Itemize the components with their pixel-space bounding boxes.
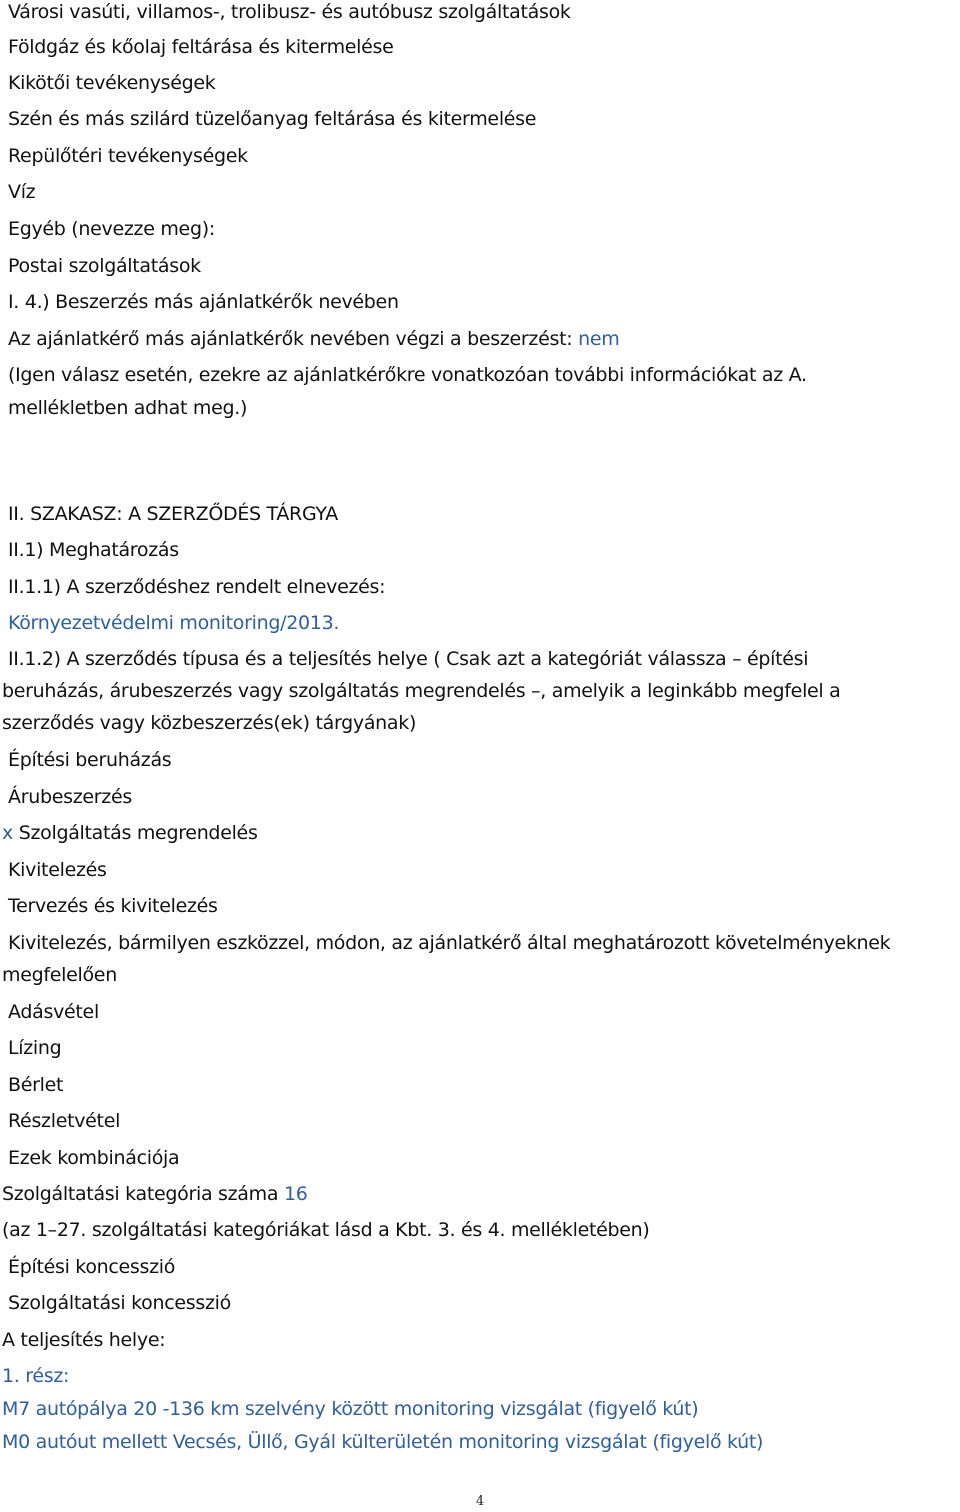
i4-question-line [8,327,619,351]
type-option: Tervezés és kivitelezés [8,895,218,917]
section-ii-heading: II. SZAKASZ: A SZERZŐDÉS TÁRGYA [8,503,338,525]
ii12-text-line: beruházás, árubeszerzés vagy szolgáltatás megrendelés –, amelyik a leginkább megfelel a [2,680,841,702]
type-option: Részletvétel [8,1110,121,1132]
concession-option: Szolgáltatási koncesszió [8,1292,231,1314]
concession-option: Építési koncesszió [8,1256,176,1278]
ii1-heading: II.1) Meghatározás [8,539,179,561]
i4-note-line: (Igen válasz esetén, ezekre az ajánlatkérőkre vonatkozóan további információkat az A. [8,364,807,386]
place-label: A teljesítés helye: [2,1329,166,1351]
i4-question: Az ajánlatkérő más ajánlatkérők nevében végzi a beszerzést: [8,328,573,350]
service-category-note: (az 1–27. szolgáltatási kategóriákat lásd a Kbt. 3. és 4. mellékletében) [2,1219,650,1241]
activity-line: Egyéb (nevezze meg): [8,218,215,240]
place-value-line: M7 autópálya 20 -136 km szelvény között monitoring vizsgálat (figyelő kút) [2,1398,699,1420]
type-option-selected [2,821,258,845]
type-option: Árubeszerzés [8,786,132,808]
type-option: Kivitelezés [8,859,107,881]
activity-line: Repülőtéri tevékenységek [8,145,248,167]
type-option: Bérlet [8,1074,64,1096]
type-option: Lízing [8,1037,62,1059]
section-i4-heading: I. 4.) Beszerzés más ajánlatkérők nevében [8,291,399,313]
activity-line: Kikötői tevékenységek [8,72,216,94]
type-option: Adásvétel [8,1001,99,1023]
ii12-text-line: II.1.2) A szerződés típusa és a teljesítés helye ( Csak azt a kategóriát válassza – építési [8,648,809,670]
contract-name-value: Környezetvédelmi monitoring/2013. [8,612,340,634]
service-category-label: Szolgáltatási kategória száma [2,1183,279,1205]
activity-line: Városi vasúti, villamos-, trolibusz- és autóbusz szolgáltatások [8,1,571,23]
type-option-cont: megfelelően [2,964,117,986]
i4-answer: nem [578,328,620,350]
page-number: 4 [475,1494,485,1509]
type-option: Kivitelezés, bármilyen eszközzel, módon, az ajánlatkérő által meghatározott követelményeknek [8,932,891,954]
activity-line: Postai szolgáltatások [8,255,201,277]
service-category-value: 16 [283,1183,308,1205]
part-label: 1. rész: [2,1365,70,1387]
service-category-line [2,1182,308,1206]
type-option-label: Szolgáltatás megrendelés [18,822,258,844]
i4-note-line: mellékletben adhat meg.) [8,397,248,419]
ii11-label: II.1.1) A szerződéshez rendelt elnevezés: [8,576,386,598]
activity-line: Földgáz és kőolaj feltárása és kitermelése [8,36,394,58]
activity-line: Víz [8,181,36,203]
type-option: Ezek kombinációja [8,1147,180,1169]
type-option: Építési beruházás [8,749,172,771]
selected-mark: x [2,822,13,844]
activity-line: Szén és más szilárd tüzelőanyag feltárása és kitermelése [8,108,537,130]
place-value-line: M0 autóut mellett Vecsés, Üllő, Gyál külterületén monitoring vizsgálat (figyelő kút) [2,1431,764,1453]
ii12-text-line: szerződés vagy közbeszerzés(ek) tárgyának) [2,712,417,734]
